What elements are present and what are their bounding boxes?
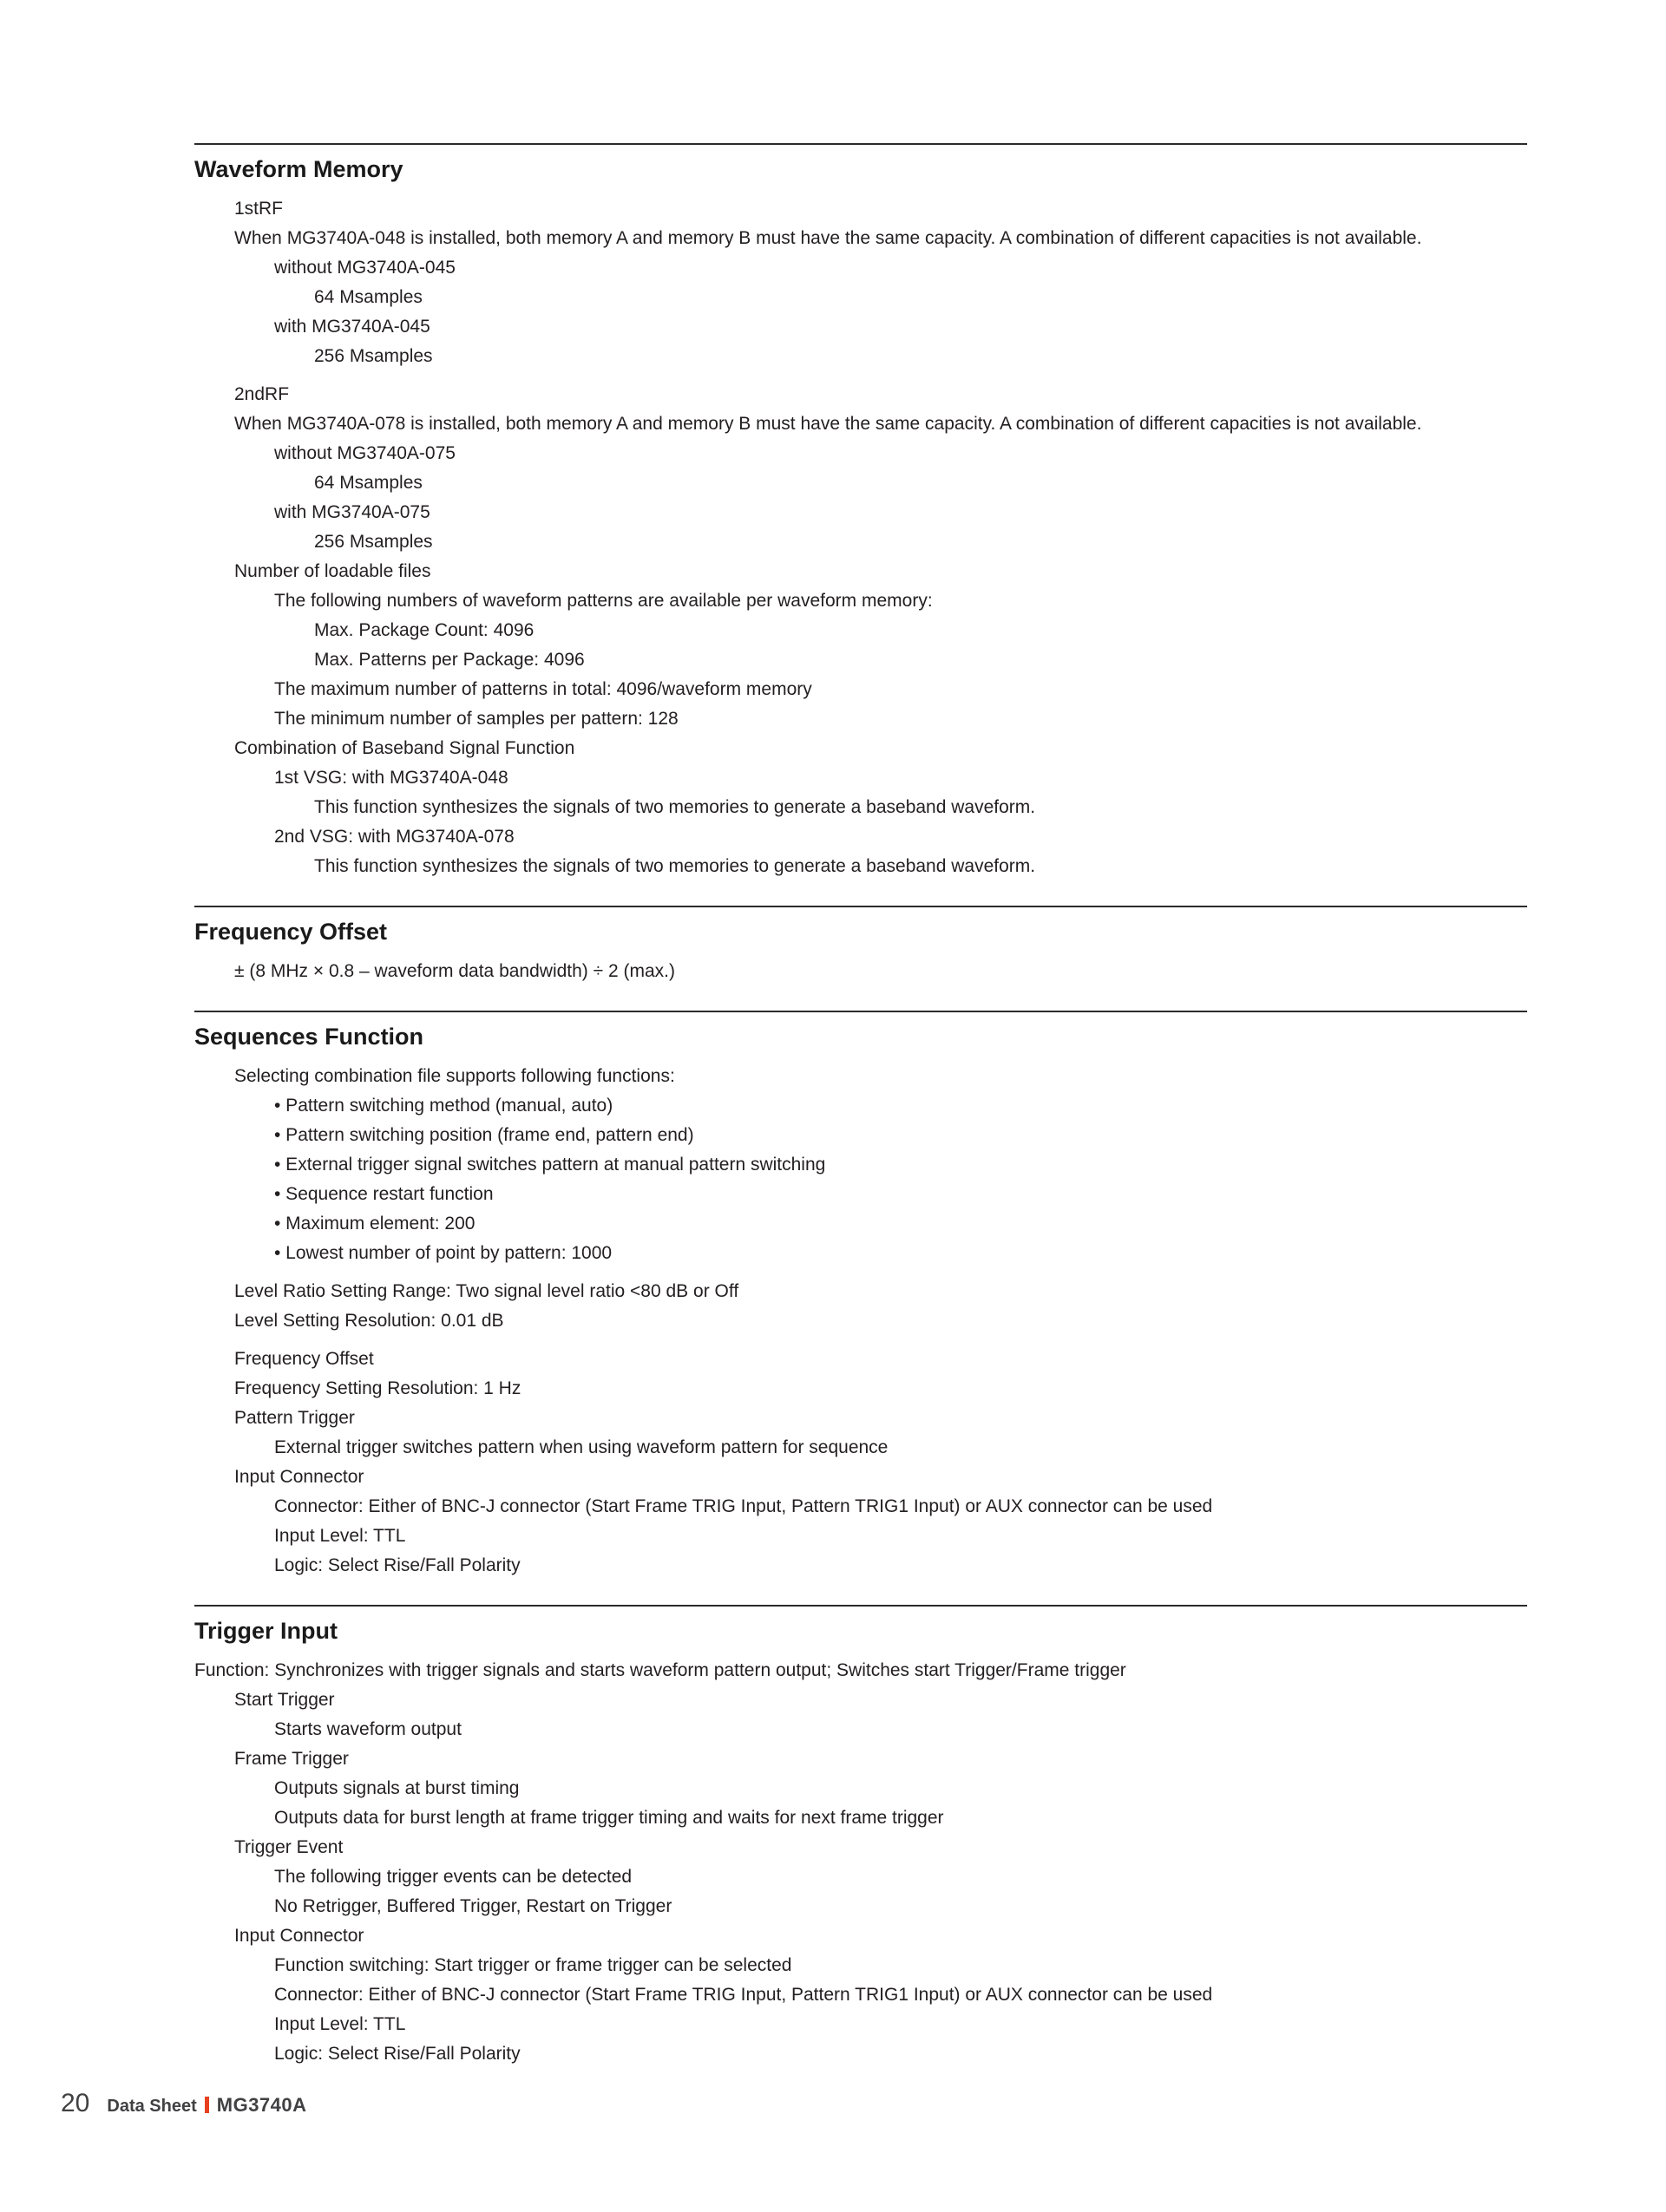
spec-line: without MG3740A-075 bbox=[274, 443, 456, 463]
spec-section bbox=[194, 143, 1527, 881]
section-divider bbox=[194, 1605, 1527, 1607]
spec-line: Max. Package Count: 4096 bbox=[314, 620, 535, 640]
spec-line: The maximum number of patterns in total: 4096/waveform memory bbox=[274, 679, 812, 699]
spec-line: 2nd VSG: with MG3740A-078 bbox=[274, 827, 515, 847]
spec-line: When MG3740A-048 is installed, both memory A and memory B must have the same capacity. A combination of different capacities is not available. bbox=[234, 228, 1422, 248]
spec-line: Connector: Either of BNC-J connector (Start Frame TRIG Input, Pattern TRIG1 Input) or AUX connector can be used bbox=[274, 1496, 1213, 1516]
spec-line: Pattern Trigger bbox=[234, 1408, 355, 1428]
spec-line: Number of loadable files bbox=[234, 561, 431, 581]
spec-line: The following trigger events can be detected bbox=[274, 1867, 633, 1887]
section-divider bbox=[194, 143, 1527, 145]
spec-line: The minimum number of samples per pattern: 128 bbox=[274, 709, 679, 729]
spec-line: 64 Msamples bbox=[314, 473, 423, 493]
spec-line: Connector: Either of BNC-J connector (Start Frame TRIG Input, Pattern TRIG1 Input) or AUX connector can be used bbox=[274, 1985, 1213, 2005]
footer-divider-bar bbox=[205, 2097, 209, 2113]
spec-line: • Sequence restart function bbox=[274, 1184, 494, 1204]
spec-line: Input Level: TTL bbox=[274, 1526, 406, 1546]
spec-line: Logic: Select Rise/Fall Polarity bbox=[274, 1555, 521, 1575]
spec-line: Outputs signals at burst timing bbox=[274, 1778, 520, 1798]
spec-line: Frequency Offset bbox=[234, 1349, 374, 1369]
page-footer bbox=[61, 2089, 307, 2118]
spec-line: Combination of Baseband Signal Function bbox=[234, 738, 575, 758]
spec-line: This function synthesizes the signals of two memories to generate a baseband waveform. bbox=[314, 797, 1036, 817]
spec-line: Start Trigger bbox=[234, 1690, 335, 1710]
spec-line: The following numbers of waveform patterns are available per waveform memory: bbox=[274, 591, 933, 611]
spec-line: External trigger switches pattern when using waveform pattern for sequence bbox=[274, 1437, 889, 1457]
spec-line: Level Ratio Setting Range: Two signal level ratio <80 dB or Off bbox=[234, 1281, 739, 1301]
spec-line: Frame Trigger bbox=[234, 1749, 349, 1769]
spec-line: 2ndRF bbox=[234, 384, 290, 404]
section-title: Sequences Function bbox=[194, 1024, 424, 1050]
spec-line: Function switching: Start trigger or frame trigger can be selected bbox=[274, 1955, 792, 1975]
section-title: Frequency Offset bbox=[194, 919, 388, 945]
spec-line: When MG3740A-078 is installed, both memory A and memory B must have the same capacity. A combination of different capacities is not available. bbox=[234, 414, 1422, 434]
spec-line: ± (8 MHz × 0.8 – waveform data bandwidth) ÷ 2 (max.) bbox=[234, 961, 675, 981]
spec-line: Logic: Select Rise/Fall Polarity bbox=[274, 2044, 521, 2064]
spec-line: Max. Patterns per Package: 4096 bbox=[314, 650, 585, 670]
footer-product-name: MG3740A bbox=[216, 2094, 307, 2116]
section-divider bbox=[194, 906, 1527, 907]
spec-line: 256 Msamples bbox=[314, 346, 433, 366]
spec-line: 1st VSG: with MG3740A-048 bbox=[274, 768, 508, 788]
spec-line: • Pattern switching position (frame end, pattern end) bbox=[274, 1125, 694, 1145]
spec-content bbox=[194, 143, 1527, 2093]
spec-line: Input Level: TTL bbox=[274, 2014, 406, 2034]
spec-line: • External trigger signal switches pattern at manual pattern switching bbox=[274, 1155, 826, 1175]
spec-line: This function synthesizes the signals of two memories to generate a baseband waveform. bbox=[314, 856, 1036, 876]
spec-section bbox=[194, 906, 1527, 986]
page-number: 20 bbox=[61, 2089, 90, 2117]
spec-section bbox=[194, 1605, 1527, 2069]
spec-line: • Maximum element: 200 bbox=[274, 1214, 476, 1234]
spec-line: Trigger Event bbox=[234, 1837, 344, 1857]
spec-line: Function: Synchronizes with trigger signals and starts waveform pattern output; Switches start Trigger/Frame trigger bbox=[194, 1660, 1126, 1680]
spec-line: Frequency Setting Resolution: 1 Hz bbox=[234, 1378, 521, 1398]
spec-line: Outputs data for burst length at frame trigger timing and waits for next frame trigger bbox=[274, 1808, 944, 1828]
spec-line: • Pattern switching method (manual, auto) bbox=[274, 1096, 613, 1116]
section-divider bbox=[194, 1011, 1527, 1012]
spec-line: Level Setting Resolution: 0.01 dB bbox=[234, 1311, 504, 1331]
spec-line: • Lowest number of point by pattern: 1000 bbox=[274, 1243, 613, 1263]
spec-section bbox=[194, 1011, 1527, 1580]
spec-line: 64 Msamples bbox=[314, 287, 423, 307]
section-title: Trigger Input bbox=[194, 1618, 338, 1644]
spec-line: Starts waveform output bbox=[274, 1719, 462, 1739]
spec-line: Input Connector bbox=[234, 1926, 364, 1946]
spec-line: 1stRF bbox=[234, 199, 284, 219]
section-title: Waveform Memory bbox=[194, 156, 403, 182]
footer-doc-label: Data Sheet bbox=[107, 2097, 197, 2116]
spec-line: 256 Msamples bbox=[314, 532, 433, 552]
spec-line: Selecting combination file supports following functions: bbox=[234, 1066, 675, 1086]
spec-line: No Retrigger, Buffered Trigger, Restart on Trigger bbox=[274, 1896, 672, 1916]
spec-line: Input Connector bbox=[234, 1467, 364, 1487]
spec-line: with MG3740A-075 bbox=[274, 502, 430, 522]
spec-line: with MG3740A-045 bbox=[274, 317, 430, 337]
spec-line: without MG3740A-045 bbox=[274, 258, 456, 278]
